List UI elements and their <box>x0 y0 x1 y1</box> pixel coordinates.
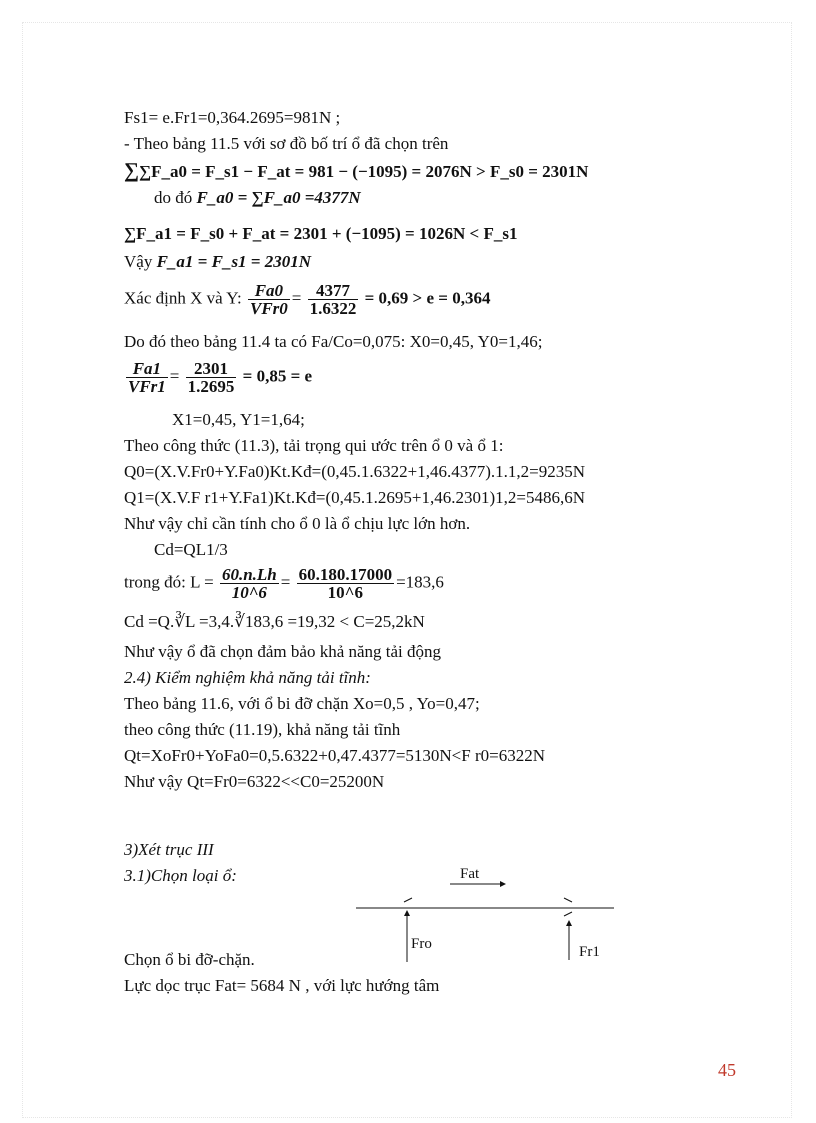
label-fro: Fro <box>411 936 432 952</box>
line-fa1-ratio: $\frac{Fa1}{\text{VFr1}}$ = $\frac{2301}{1.2695}$ = 0,85 = e <box>128 359 313 396</box>
fraction-fa1-vfr1 <box>126 360 168 395</box>
fraction-numerator: 2301 <box>186 360 237 378</box>
fraction-4377-1-6322 <box>308 282 359 317</box>
line-qt: Qt=XoFr0+YoFa0=0,5.6322+0,47.4377=5130N<F r0=6322N <box>124 746 545 765</box>
formula-ratio-e: = 0,85 = e <box>242 366 313 386</box>
fraction-numerator: 60.180.17000 <box>298 565 393 584</box>
bearing-1-bottom-mark-icon <box>564 912 572 916</box>
heading-chon-loai-o: 3.1)Chọn loại ổ: <box>124 866 237 885</box>
line-xac-dinh-label: Xác định X và Y: <box>124 288 242 308</box>
heading-kiem-nghiem-tai-tinh: 2.4) Kiểm nghiệm khả năng tải tĩnh: <box>124 668 371 687</box>
fraction-numerator: 60.n.Lh <box>221 565 277 584</box>
fraction-2301-1-2695 <box>186 360 237 395</box>
bearing-force-diagram <box>350 862 620 972</box>
line-nhu-vay-qt: Như vậy Qt=Fr0=6322<<C0=25200N <box>124 772 385 791</box>
formula-sum-fa1: ∑F_a1 = F_s0 + F_at = 2301 + (−1095) = 1026N < F_s1 <box>124 224 518 243</box>
line-do-do <box>154 188 361 208</box>
fraction-numerator: 4377 <box>308 282 359 300</box>
formula-fa1: F_a1 = F_s1 = 2301N <box>156 252 312 271</box>
formula-fa0: F_a0 = ∑F_a0 =4377N <box>196 188 361 207</box>
line-xac-dinh-xy: Xác định X và Y: $\frac{Fa0}{\text{VFr0}}$ = $\frac{4377}{1.6322}$ = 0,69 > e = 0,364 <box>124 281 491 318</box>
line-cd-result: Cd =Q.∛L =3,4.∛183,6 =19,32 < C=25,2kN <box>124 612 425 631</box>
line-vay <box>124 252 311 272</box>
line-chon-o-bi: Chọn ổ bi đỡ-chặn. <box>124 950 255 969</box>
fraction-denominator: VFr0 <box>249 299 288 318</box>
fraction-60nlh <box>220 566 279 601</box>
fr1-arrowhead-icon <box>566 920 572 926</box>
fraction-60-180-17000 <box>297 566 395 601</box>
line-theo-cong-thuc-11-3: Theo công thức (11.3), tải trọng qui ước trên ổ 0 và ổ 1: <box>124 436 504 455</box>
line-luc-doc-truc: Lực dọc trục Fat= 5684 N , với lực hướng tâm <box>124 976 440 995</box>
formula-sum-fa0-text: ∑F_a0 = F_s1 − F_at = 981 − (−1095) = 2076N > F_s0 = 2301N <box>138 162 589 181</box>
fraction-numerator: Fa1 <box>126 360 168 378</box>
label-fat: Fat <box>460 866 480 882</box>
formula-l-result: =183,6 <box>396 572 444 592</box>
line-theo-bang-11-5: - Theo bảng 11.5 với sơ đồ bố trí ổ đã chọn trên <box>124 134 449 153</box>
heading-xet-truc-iii: 3)Xét trục III <box>124 840 214 859</box>
bearing-1-top-mark-icon <box>564 898 572 902</box>
line-x1-y1: X1=0,45, Y1=1,64; <box>172 410 305 429</box>
fraction-denominator: 1.2695 <box>187 377 235 396</box>
fraction-numerator: Fa0 <box>248 282 290 300</box>
line-vay-label: Vậy <box>124 252 153 271</box>
line-q0: Q0=(X.V.Fr0+Y.Fa0)Kt.Kđ=(0,45.1.6322+1,46.4377).1.1,2=9235N <box>124 462 585 481</box>
line-q1: Q1=(X.V.F r1+Y.Fa1)Kt.Kđ=(0,45.1.2695+1,46.2301)1,2=5486,6N <box>124 488 585 507</box>
fr0-arrowhead-icon <box>404 910 410 916</box>
line-do-do-label: do đó <box>154 188 193 207</box>
line-nhu-vay-chi-can: Như vậy chỉ cần tính cho ổ 0 là ổ chịu lực lớn hơn. <box>124 514 471 533</box>
fraction-denominator: 10^6 <box>231 583 267 602</box>
fraction-denominator: 1.6322 <box>309 299 357 318</box>
line-cd-ql: Cd=QL1/3 <box>154 540 228 559</box>
label-fr1: Fr1 <box>579 944 600 960</box>
formula-result-e: = 0,69 > e = 0,364 <box>364 288 491 308</box>
page-number: 45 <box>718 1060 736 1080</box>
line-trong-do-label: trong đó: L = <box>124 572 214 592</box>
axial-force-arrowhead-icon <box>500 881 506 887</box>
bearing-0-mark-icon <box>404 898 412 902</box>
formula-sum-fa0 <box>124 160 588 182</box>
line-theo-cong-thuc-11-19: theo công thức (11.19), khả năng tải tĩnh <box>124 720 401 739</box>
fraction-denominator: 10^6 <box>327 583 364 602</box>
line-theo-bang-11-6: Theo bảng 11.6, với ổ bi đỡ chặn Xo=0,5 , Yo=0,47; <box>124 694 480 713</box>
sum-symbol-icon: ∑ <box>124 158 139 182</box>
fraction-denominator: VFr1 <box>128 377 166 396</box>
line-do-do-bang-11-4: Do đó theo bảng 11.4 ta có Fa/Co=0,075: X0=0,45, Y0=1,46; <box>124 332 543 351</box>
line-fs1: Fs1= e.Fr1=0,364.2695=981N ; <box>124 108 341 127</box>
line-dam-bao-tai-dong: Như vậy ổ đã chọn đảm bảo khả năng tải động <box>124 642 442 661</box>
fraction-fa0-vfr0 <box>248 282 290 317</box>
line-trong-do-l: trong đó: L = $\frac{60.n.Lh}{10\^{}6}$ = $\frac{60.180.17000}{10\^{}6}$ =183,6 <box>124 565 444 602</box>
